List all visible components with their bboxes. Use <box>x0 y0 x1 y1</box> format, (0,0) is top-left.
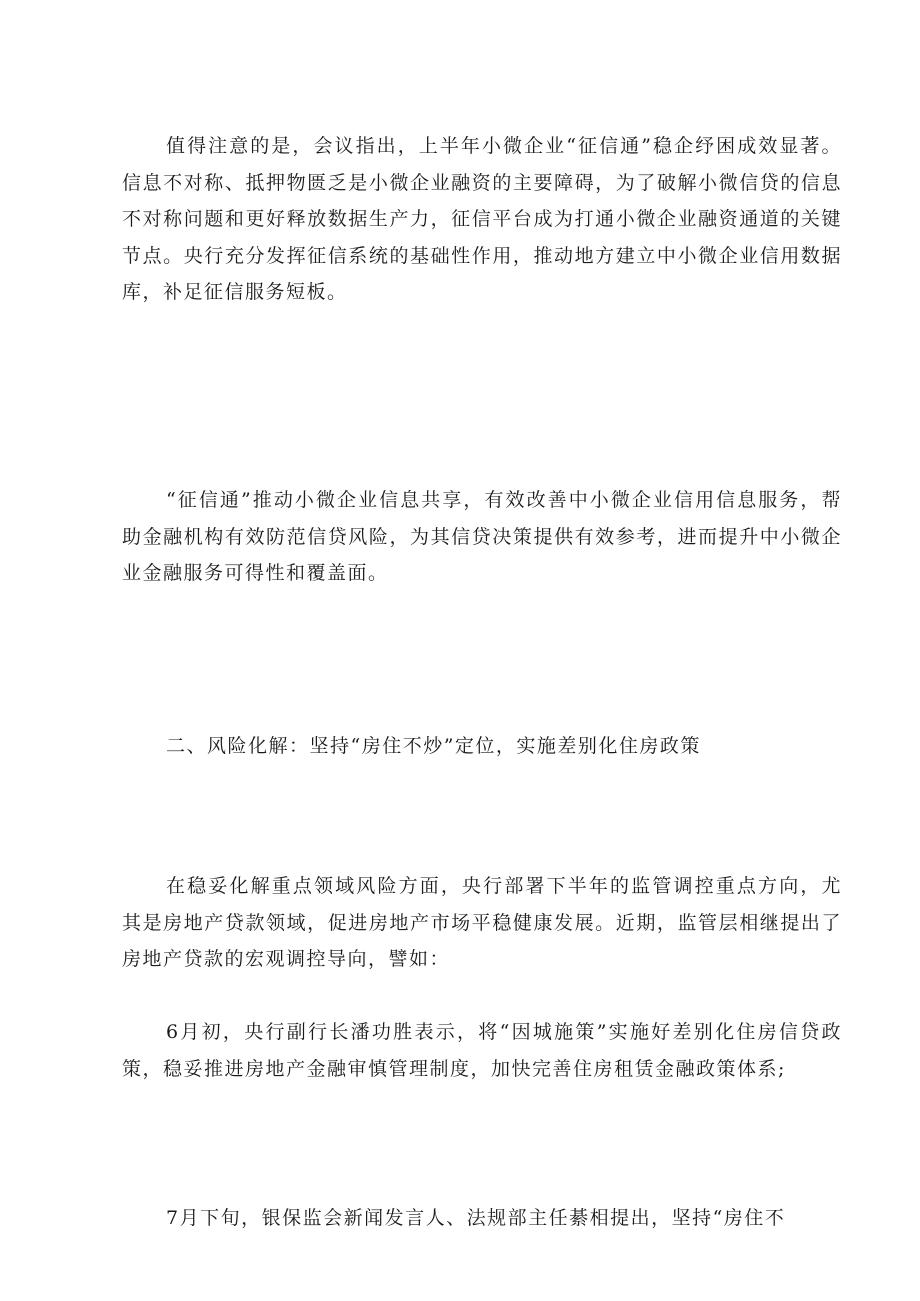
paragraph-3: 在稳妥化解重点领域风险方面，央行部署下半年的监管调控重点方向，尤其是房地产贷款领域，促进房地产市场平稳健康发展。近期，监管层相继提出了房地产贷款的宏观调控导向，譬如： <box>122 875 842 970</box>
paragraph-5: 7月下旬，银保监会新闻发言人、法规部主任綦相提出，坚持“房住不 <box>166 1207 786 1229</box>
paragraph-2: “征信通”推动小微企业信息共享，有效改善中小微企业信用信息服务，帮助金融机构有效防范信贷风险，为其信贷决策提供有效参考，进而提升中小微企业金融服务可得性和覆盖面。 <box>122 489 842 584</box>
paragraph-1: 值得注意的是，会议指出，上半年小微企业“征信通”稳企纾困成效显著。信息不对称、抵押物匮乏是小微企业融资的主要障碍，为了破解小微信贷的信息不对称问题和更好释放数据生产力，征信平台成为打通小微企业融资通道的关键节点。央行充分发挥征信系统的基础性作用，推动地方建立中小微企业信用数据库，补足征信服务短板。 <box>122 135 842 303</box>
section-heading: 二、风险化解：坚持“房住不炒”定位，实施差别化住房政策 <box>166 735 701 757</box>
paragraph-4: 6月初，央行副行长潘功胜表示，将“因城施策”实施好差别化住房信贷政策，稳妥推进房地产金融审慎管理制度，加快完善住房租赁金融政策体系; <box>122 1021 842 1080</box>
